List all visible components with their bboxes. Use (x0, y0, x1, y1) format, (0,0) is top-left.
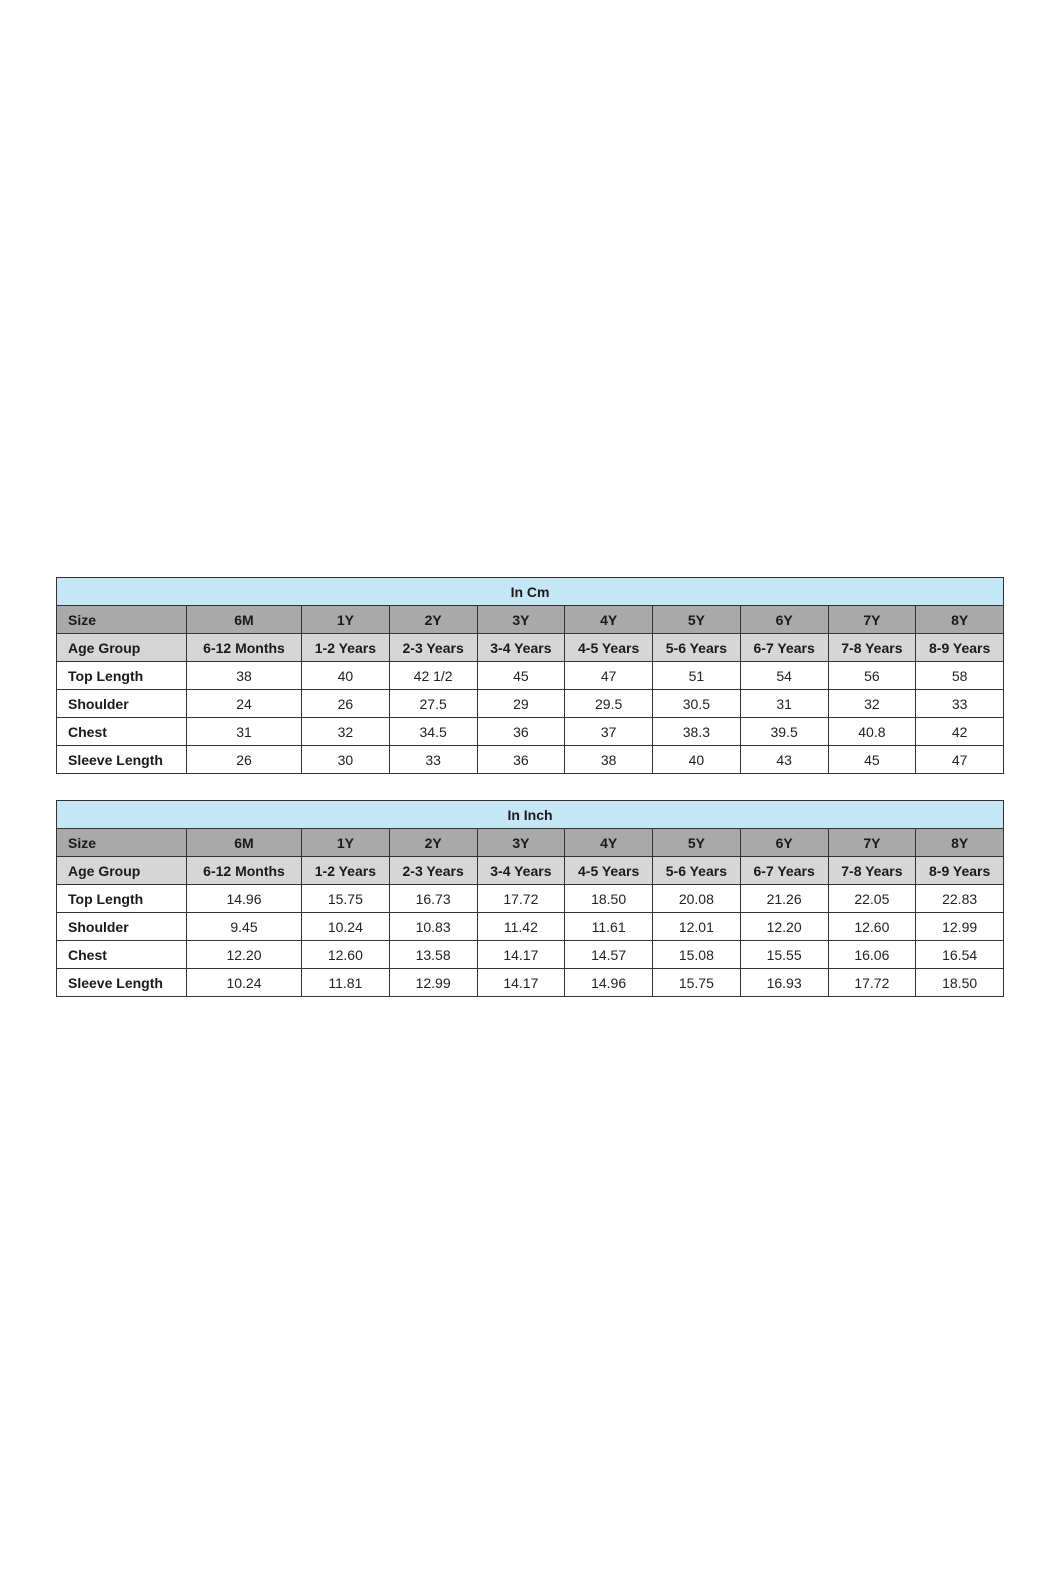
measurement-value: 17.72 (828, 969, 916, 997)
size-header-cell: 7Y (828, 606, 916, 634)
measurement-value: 56 (828, 662, 916, 690)
measurement-value: 15.08 (653, 941, 741, 969)
measurement-value: 11.42 (477, 913, 565, 941)
measurement-value: 11.61 (565, 913, 653, 941)
measurement-value: 12.99 (916, 913, 1004, 941)
measurement-value: 10.24 (302, 913, 390, 941)
measurement-value: 14.17 (477, 941, 565, 969)
measurement-label: Sleeve Length (57, 969, 187, 997)
size-header-cell: 8Y (916, 606, 1004, 634)
measurement-value: 54 (740, 662, 828, 690)
size-header-cell: 4Y (565, 829, 653, 857)
measurement-value: 15.75 (302, 885, 390, 913)
measurement-value: 12.20 (740, 913, 828, 941)
measurement-value: 9.45 (187, 913, 302, 941)
size-chart-cm-table (56, 577, 1004, 774)
measurement-value: 42 (916, 718, 1004, 746)
size-header-cell: 2Y (389, 829, 477, 857)
measurement-value: 38 (565, 746, 653, 774)
measurement-row (57, 969, 1004, 997)
measurement-value: 40 (653, 746, 741, 774)
size-row-label: Size (57, 606, 187, 634)
measurement-value: 14.96 (565, 969, 653, 997)
measurement-value: 24 (187, 690, 302, 718)
size-header-row (57, 829, 1004, 857)
age-group-cell: 5-6 Years (653, 857, 741, 885)
measurement-value: 45 (477, 662, 565, 690)
age-group-cell: 4-5 Years (565, 634, 653, 662)
age-group-cell: 3-4 Years (477, 857, 565, 885)
measurement-row (57, 690, 1004, 718)
age-group-cell: 4-5 Years (565, 857, 653, 885)
measurement-value: 18.50 (565, 885, 653, 913)
size-header-cell: 6Y (740, 606, 828, 634)
measurement-value: 33 (916, 690, 1004, 718)
size-header-cell: 1Y (302, 606, 390, 634)
size-chart-inch-table (56, 800, 1004, 997)
measurement-value: 27.5 (389, 690, 477, 718)
measurement-value: 14.17 (477, 969, 565, 997)
size-header-cell: 8Y (916, 829, 1004, 857)
measurement-value: 16.54 (916, 941, 1004, 969)
measurement-value: 36 (477, 746, 565, 774)
size-header-cell: 7Y (828, 829, 916, 857)
measurement-value: 16.93 (740, 969, 828, 997)
measurement-value: 38.3 (653, 718, 741, 746)
measurement-value: 31 (187, 718, 302, 746)
measurement-value: 14.96 (187, 885, 302, 913)
measurement-label: Top Length (57, 662, 187, 690)
age-group-cell: 6-7 Years (740, 634, 828, 662)
measurement-value: 12.99 (389, 969, 477, 997)
measurement-value: 36 (477, 718, 565, 746)
measurement-label: Top Length (57, 885, 187, 913)
age-group-row (57, 857, 1004, 885)
age-group-cell: 3-4 Years (477, 634, 565, 662)
age-group-cell: 6-7 Years (740, 857, 828, 885)
table-title: In Inch (57, 801, 1004, 829)
measurement-value: 29 (477, 690, 565, 718)
size-header-row (57, 606, 1004, 634)
measurement-row (57, 662, 1004, 690)
size-header-cell: 3Y (477, 829, 565, 857)
measurement-value: 38 (187, 662, 302, 690)
measurement-value: 37 (565, 718, 653, 746)
measurement-value: 10.83 (389, 913, 477, 941)
age-group-cell: 1-2 Years (302, 634, 390, 662)
measurement-row (57, 885, 1004, 913)
measurement-value: 12.60 (302, 941, 390, 969)
size-header-cell: 3Y (477, 606, 565, 634)
measurement-value: 15.75 (653, 969, 741, 997)
measurement-value: 11.81 (302, 969, 390, 997)
measurement-value: 13.58 (389, 941, 477, 969)
measurement-value: 31 (740, 690, 828, 718)
measurement-value: 15.55 (740, 941, 828, 969)
size-header-cell: 6Y (740, 829, 828, 857)
table-title: In Cm (57, 578, 1004, 606)
measurement-value: 17.72 (477, 885, 565, 913)
size-header-cell: 5Y (653, 829, 741, 857)
measurement-value: 29.5 (565, 690, 653, 718)
measurement-value: 33 (389, 746, 477, 774)
measurement-row (57, 718, 1004, 746)
measurement-value: 47 (565, 662, 653, 690)
age-group-row-label: Age Group (57, 634, 187, 662)
measurement-value: 10.24 (187, 969, 302, 997)
size-header-cell: 2Y (389, 606, 477, 634)
measurement-value: 16.73 (389, 885, 477, 913)
measurement-value: 30 (302, 746, 390, 774)
measurement-row (57, 746, 1004, 774)
age-group-cell: 8-9 Years (916, 857, 1004, 885)
age-group-cell: 7-8 Years (828, 857, 916, 885)
measurement-value: 26 (187, 746, 302, 774)
measurement-label: Chest (57, 941, 187, 969)
age-group-row-label: Age Group (57, 857, 187, 885)
measurement-value: 22.83 (916, 885, 1004, 913)
age-group-cell: 2-3 Years (389, 634, 477, 662)
age-group-cell: 6-12 Months (187, 634, 302, 662)
measurement-value: 45 (828, 746, 916, 774)
measurement-value: 12.20 (187, 941, 302, 969)
measurement-value: 21.26 (740, 885, 828, 913)
age-group-cell: 5-6 Years (653, 634, 741, 662)
measurement-label: Shoulder (57, 690, 187, 718)
age-group-cell: 1-2 Years (302, 857, 390, 885)
measurement-value: 14.57 (565, 941, 653, 969)
size-header-cell: 6M (187, 606, 302, 634)
measurement-value: 34.5 (389, 718, 477, 746)
measurement-value: 39.5 (740, 718, 828, 746)
measurement-value: 20.08 (653, 885, 741, 913)
measurement-value: 32 (828, 690, 916, 718)
measurement-label: Sleeve Length (57, 746, 187, 774)
age-group-cell: 8-9 Years (916, 634, 1004, 662)
measurement-value: 18.50 (916, 969, 1004, 997)
measurement-value: 12.60 (828, 913, 916, 941)
table-title-row (57, 578, 1004, 606)
measurement-value: 12.01 (653, 913, 741, 941)
table-title-row (57, 801, 1004, 829)
size-header-cell: 6M (187, 829, 302, 857)
size-header-cell: 5Y (653, 606, 741, 634)
measurement-value: 32 (302, 718, 390, 746)
measurement-value: 40.8 (828, 718, 916, 746)
age-group-cell: 2-3 Years (389, 857, 477, 885)
measurement-value: 26 (302, 690, 390, 718)
measurement-value: 42 1/2 (389, 662, 477, 690)
measurement-value: 30.5 (653, 690, 741, 718)
measurement-row (57, 913, 1004, 941)
measurement-value: 58 (916, 662, 1004, 690)
age-group-row (57, 634, 1004, 662)
measurement-value: 47 (916, 746, 1004, 774)
measurement-value: 51 (653, 662, 741, 690)
measurement-value: 43 (740, 746, 828, 774)
measurement-label: Shoulder (57, 913, 187, 941)
size-header-cell: 4Y (565, 606, 653, 634)
measurement-value: 16.06 (828, 941, 916, 969)
size-row-label: Size (57, 829, 187, 857)
age-group-cell: 7-8 Years (828, 634, 916, 662)
measurement-value: 40 (302, 662, 390, 690)
size-header-cell: 1Y (302, 829, 390, 857)
age-group-cell: 6-12 Months (187, 857, 302, 885)
measurement-row (57, 941, 1004, 969)
measurement-label: Chest (57, 718, 187, 746)
measurement-value: 22.05 (828, 885, 916, 913)
